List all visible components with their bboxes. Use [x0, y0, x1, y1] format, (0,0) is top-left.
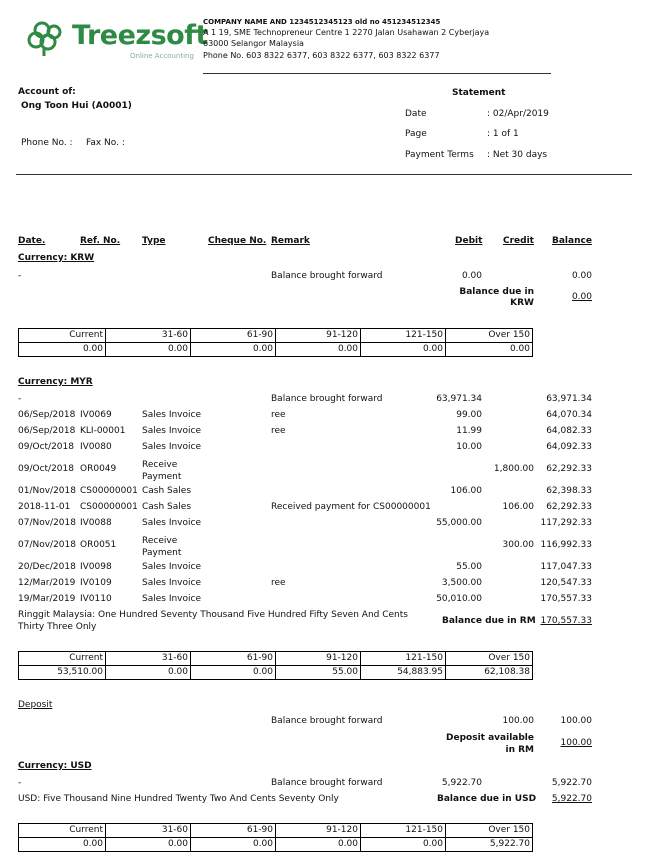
cell-balance: 0.00 [571, 271, 592, 281]
cell-credit: 1,800.00 [493, 464, 534, 474]
aging-header-cell: 61-90 [191, 652, 276, 666]
col-date: Date. [18, 236, 46, 246]
deposit-available-line2: in RM [505, 745, 534, 755]
krw-due-label-line2: KRW [510, 298, 534, 308]
myr-aging-table [18, 651, 533, 680]
cell-date: 19/Mar/2019 [18, 594, 76, 604]
currency-myr-label: Currency: MYR [18, 377, 93, 387]
deposit-debit: 100.00 [502, 716, 534, 726]
cell-ref: IV0088 [80, 518, 112, 528]
aging-header-cell: 91-120 [276, 329, 361, 343]
cell-date: 09/Oct/2018 [18, 464, 74, 474]
aging-header-row [19, 652, 533, 666]
col-cheque: Cheque No. [208, 236, 267, 246]
date-value: : 02/Apr/2019 [487, 109, 549, 119]
deposit-remark: Balance brought forward [271, 716, 383, 726]
cell-ref: IV0069 [80, 410, 112, 420]
cell-remark: ree [271, 578, 286, 588]
aging-header-cell: Current [19, 652, 106, 666]
cell-debit: 55.00 [456, 562, 482, 572]
deposit-available-value: 100.00 [560, 738, 592, 748]
cell-balance: 62,398.33 [546, 486, 592, 496]
cell-balance: 64,070.34 [546, 410, 592, 420]
aging-value-cell: 0.00 [361, 343, 446, 357]
aging-value-cell: 62,108.38 [446, 666, 533, 680]
date-label: Date [405, 109, 427, 119]
aging-header-cell: 121-150 [361, 652, 446, 666]
col-ref: Ref. No. [80, 236, 121, 246]
usd-amount-words: USD: Five Thousand Nine Hundred Twenty Two And Cents Seventy Only [18, 794, 339, 804]
cell-debit: 0.00 [461, 271, 482, 281]
aging-header-cell: 31-60 [106, 329, 191, 343]
logo-subtitle: Online Accounting [130, 52, 194, 60]
col-type: Type [142, 236, 166, 246]
cell-ref: CS00000001 [80, 486, 138, 496]
aging-value-cell: 0.00 [106, 666, 191, 680]
cell-date: 07/Nov/2018 [18, 518, 76, 528]
cell-remark: Balance brought forward [271, 778, 383, 788]
cell-date: 06/Sep/2018 [18, 426, 76, 436]
header-divider [203, 73, 551, 74]
aging-value-cell: 0.00 [276, 343, 361, 357]
myr-amount-words-2: Thirty Three Only [18, 622, 97, 632]
usd-due-value: 5,922.70 [551, 794, 592, 804]
aging-value-cell: 54,883.95 [361, 666, 446, 680]
deposit-available-line1: Deposit available [446, 733, 534, 743]
aging-header-row [19, 329, 533, 343]
cell-type: Sales Invoice [142, 442, 201, 452]
cell-balance: 62,292.33 [546, 464, 592, 474]
aging-header-cell: Current [19, 824, 106, 838]
cell-ref: KLI-00001 [80, 426, 126, 436]
account-name: Ong Toon Hui (A0001) [21, 101, 132, 111]
cell-remark: ree [271, 426, 286, 436]
cell-type: Receive Payment [142, 536, 182, 558]
cell-ref: IV0080 [80, 442, 112, 452]
cell-type: Sales Invoice [142, 410, 201, 420]
tree-logo-icon [26, 18, 74, 58]
cell-date: 07/Nov/2018 [18, 540, 76, 550]
usd-aging-table [18, 823, 533, 852]
aging-header-cell: 61-90 [191, 824, 276, 838]
krw-due-label [440, 287, 534, 309]
aging-header-cell: 121-150 [361, 824, 446, 838]
krw-aging-table [18, 328, 533, 357]
cell-ref: IV0098 [80, 562, 112, 572]
cell-balance: 170,557.33 [540, 594, 592, 604]
cell-credit: 106.00 [502, 502, 534, 512]
aging-value-cell: 5,922.70 [446, 838, 533, 852]
aging-value-row [19, 343, 533, 357]
cell-ref: IV0109 [80, 578, 112, 588]
cell-date: 01/Nov/2018 [18, 486, 76, 496]
cell-ref: OR0049 [80, 464, 117, 474]
phone-label: Phone No. : [21, 138, 73, 148]
col-remark: Remark [271, 236, 310, 246]
aging-value-cell: 0.00 [106, 343, 191, 357]
aging-value-cell: 0.00 [191, 343, 276, 357]
cell-debit: 99.00 [456, 410, 482, 420]
page-label: Page [405, 129, 427, 139]
cell-balance: 64,092.33 [546, 442, 592, 452]
page-value: : 1 of 1 [487, 129, 519, 139]
myr-due-label: Balance due in RM [442, 616, 536, 626]
col-balance: Balance [552, 236, 592, 246]
currency-krw-label: Currency: KRW [18, 253, 95, 263]
company-address-1: A 1 19, SME Technopreneur Centre 1 2270 Jalan Usahawan 2 Cyberjaya [203, 28, 490, 37]
terms-label: Payment Terms [405, 150, 474, 160]
account-label: Account of: [18, 87, 76, 97]
cell-type: Sales Invoice [142, 578, 201, 588]
aging-value-row [19, 838, 533, 852]
cell-debit: 11.99 [456, 426, 482, 436]
cell-balance: 64,082.33 [546, 426, 592, 436]
col-debit: Debit [455, 236, 483, 246]
fax-label: Fax No. : [86, 138, 125, 148]
cell-balance: 120,547.33 [540, 578, 592, 588]
aging-header-cell: Over 150 [446, 824, 533, 838]
cell-debit: 5,922.70 [441, 778, 482, 788]
cell-date: - [18, 394, 22, 404]
aging-value-cell: 0.00 [446, 343, 533, 357]
krw-due-label-line1: Balance due in [459, 287, 534, 297]
cell-type: Sales Invoice [142, 562, 201, 572]
cell-date: 06/Sep/2018 [18, 410, 76, 420]
cell-date: - [18, 778, 22, 788]
myr-amount-words-1: Ringgit Malaysia: One Hundred Seventy Thousand Five Hundred Fifty Seven And Cents [18, 610, 408, 620]
cell-debit: 106.00 [450, 486, 482, 496]
statement-title: Statement [452, 88, 506, 98]
cell-type: Cash Sales [142, 502, 192, 512]
cell-balance: 5,922.70 [551, 778, 592, 788]
cell-type: Cash Sales [142, 486, 192, 496]
cell-balance: 116,992.33 [540, 540, 592, 550]
aging-header-cell: 121-150 [361, 329, 446, 343]
cell-balance: 117,292.33 [540, 518, 592, 528]
aging-value-cell: 0.00 [106, 838, 191, 852]
cell-balance: 63,971.34 [546, 394, 592, 404]
aging-header-cell: Current [19, 329, 106, 343]
aging-header-cell: 91-120 [276, 652, 361, 666]
aging-header-cell: 91-120 [276, 824, 361, 838]
cell-date: 2018-11-01 [18, 502, 71, 512]
cell-debit: 63,971.34 [436, 394, 482, 404]
aging-value-cell: 0.00 [19, 838, 106, 852]
cell-remark: Balance brought forward [271, 394, 383, 404]
cell-date: - [18, 271, 22, 281]
cell-debit: 55,000.00 [436, 518, 482, 528]
cell-type: Sales Invoice [142, 594, 201, 604]
aging-header-cell: 31-60 [106, 824, 191, 838]
aging-header-cell: Over 150 [446, 329, 533, 343]
cell-date: 09/Oct/2018 [18, 442, 74, 452]
cell-ref: OR0051 [80, 540, 117, 550]
cell-debit: 3,500.00 [441, 578, 482, 588]
cell-ref: IV0110 [80, 594, 112, 604]
cell-type: Sales Invoice [142, 518, 201, 528]
cell-debit: 10.00 [456, 442, 482, 452]
col-credit: Credit [503, 236, 534, 246]
krw-due-value: 0.00 [571, 292, 592, 302]
usd-due-label: Balance due in USD [437, 794, 537, 804]
cell-remark: ree [271, 410, 286, 420]
company-phone: Phone No. 603 8322 6377, 603 8322 6377, 603 8322 6377 [203, 51, 440, 60]
currency-usd-label: Currency: USD [18, 761, 92, 771]
aging-header-row [19, 824, 533, 838]
company-address-2: 63000 Selangor Malaysia [203, 39, 304, 48]
company-name: COMPANY NAME AND 1234512345123 old no 451234512345 [203, 18, 441, 26]
cell-type: Receive Payment [142, 460, 182, 482]
cell-type: Sales Invoice [142, 426, 201, 436]
aging-value-cell: 0.00 [191, 838, 276, 852]
cell-ref: CS00000001 [80, 502, 138, 512]
aging-value-cell: 55.00 [276, 666, 361, 680]
deposit-balance: 100.00 [560, 716, 592, 726]
aging-value-cell: 0.00 [19, 343, 106, 357]
logo-text: Treezsoft [72, 20, 208, 51]
myr-due-value: 170,557.33 [540, 616, 592, 626]
aging-value-cell: 0.00 [276, 838, 361, 852]
cell-date: 12/Mar/2019 [18, 578, 76, 588]
cell-credit: 300.00 [502, 540, 534, 550]
terms-value: : Net 30 days [487, 150, 548, 160]
cell-debit: 50,010.00 [436, 594, 482, 604]
cell-remark: Received payment for CS00000001 [271, 502, 431, 512]
deposit-label: Deposit [18, 700, 53, 710]
cell-remark: Balance brought forward [271, 271, 383, 281]
aging-header-cell: 61-90 [191, 329, 276, 343]
aging-value-cell: 0.00 [361, 838, 446, 852]
cell-balance: 117,047.33 [540, 562, 592, 572]
company-logo [26, 16, 208, 62]
cell-balance: 62,292.33 [546, 502, 592, 512]
aging-value-cell: 0.00 [191, 666, 276, 680]
aging-value-row [19, 666, 533, 680]
aging-header-cell: 31-60 [106, 652, 191, 666]
deposit-available-label [430, 732, 534, 756]
aging-value-cell: 53,510.00 [19, 666, 106, 680]
section-divider [16, 174, 632, 175]
aging-header-cell: Over 150 [446, 652, 533, 666]
cell-date: 20/Dec/2018 [18, 562, 76, 572]
